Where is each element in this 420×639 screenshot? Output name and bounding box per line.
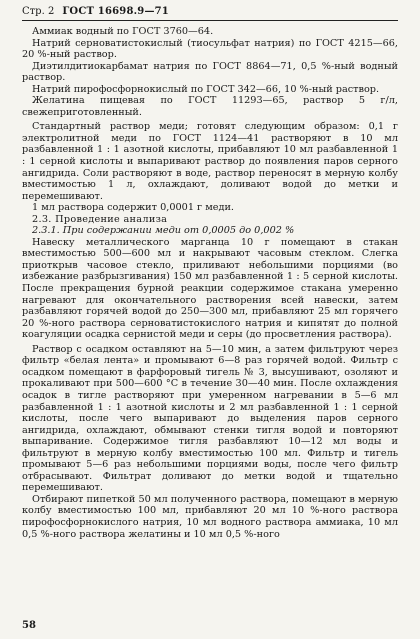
document-body xyxy=(22,26,398,540)
reagent-ammonia: Аммиак водный по ГОСТ 3760—64. xyxy=(32,26,214,37)
section-heading: 2.3. Проведение анализа xyxy=(32,213,168,225)
analysis-paragraph: Отбирают пипеткой 50 мл полученного раствора, помещают в мерную колбу вместимостью 100 мл, прибавляют 20 мл 10 %-ного раствора пирофосфорнокислого натрия, 10 мл водного раствора аммиака, 10 мл 0,5 %-ного раствора желатины и 10 мл 0,5 %-ного xyxy=(22,493,398,540)
copper-concentration-note: 1 мл раствора содержит 0,0001 г меди. xyxy=(32,202,234,214)
reagent-thiosulfate: Натрий серноватистокислый (тиосульфат натрия) по ГОСТ 4215—66, 20 %-ный раствор. xyxy=(22,37,398,61)
reagent-gelatin: Желатина пищевая по ГОСТ 11293—65, раствор 5 г/л, свежеприготовленный. xyxy=(22,95,398,118)
reagent-diethyldithiocarbamate: Диэтилдитиокарбамат натрия по ГОСТ 8864—71, 0,5 %-ный водный раствор. xyxy=(22,60,398,84)
reagent-pyrophosphate: Натрий пирофосфорнокислый по ГОСТ 342—66, 10 %-ный раствор. xyxy=(32,83,380,95)
page-header xyxy=(22,6,398,21)
standard-copper-solution: Стандартный раствор меди; готовят следующим образом: 0,1 г электролитной меди по ГОСТ 1124—41 растворяют в 10 мл разбавленной 1 : 1 азотной кислоты, прибавляют 10 мл разбавленной 1 : 1 серной кислоты и выпаривают раствор до появления паров серного ангидрида. Соли растворяют в воде, раствор переносят в мерную колбу вместимостью 1 л, охлаждают, доливают водой до метки и перемешивают. xyxy=(22,121,398,202)
analysis-paragraph: Раствор с осадком оставляют на 5—10 мин, а затем фильтруют через фильтр «белая лента» и промывают 6—8 раз горячей водой. Фильтр с осадком помещают в фарфоровый тигель № 3, высушивают, озоляют и прокаливают при 500—600 °С в течение 30—40 мин. После охлаждения осадок в тигле растворяют при умеренном нагревании в 5—6 мл разбавленной 1 : 1 азотной кислоты и 2 мл разбавленной 1 : 1 серной кислоты, после чего выпаривают до выделения паров серного ангидрида, охлаждают, обмывают стенки тигля водой и повторяют выпаривание. Содержимое тигля разбавляют 10—12 мл воды и фильтруют в мерную колбу вместимостью 100 мл. Фильтр и тигель промывают 5—6 раз небольшими порциями воды, после чего фильтр отбрасывают. Фильтрат доливают до метки водой и тщательно перемешивают. xyxy=(22,343,398,494)
page-label: Стр. 2 xyxy=(22,6,55,17)
analysis-paragraph: Навеску металлического марганца 10 г помещают в стакан вместимостью 500—600 мл и накрывают часовым стеклом. Слегка приоткрыв часовое стекло, приливают небольшими порциями (во избежание разбрызгивания) 150 мл разбавленной 1 : 5 серной кислоты. После прекращения бурной реакции содержимое стакана умеренно нагревают для окончательного растворения всей навески, затем разбавляют горячей водой до 250—300 мл, прибавляют 25 мл горячего 20 %-ного раствора серноватистокислого натрия и кипятят до полной коагуляции осадка сернистой меди и серы (до просветления раствора). xyxy=(22,236,398,341)
page-number: 58 xyxy=(22,620,36,631)
section-subheading: 2.3.1. При содержании меди от 0,0005 до 0,002 % xyxy=(32,225,295,237)
standard-number: ГОСТ 16698.9—71 xyxy=(62,6,169,17)
